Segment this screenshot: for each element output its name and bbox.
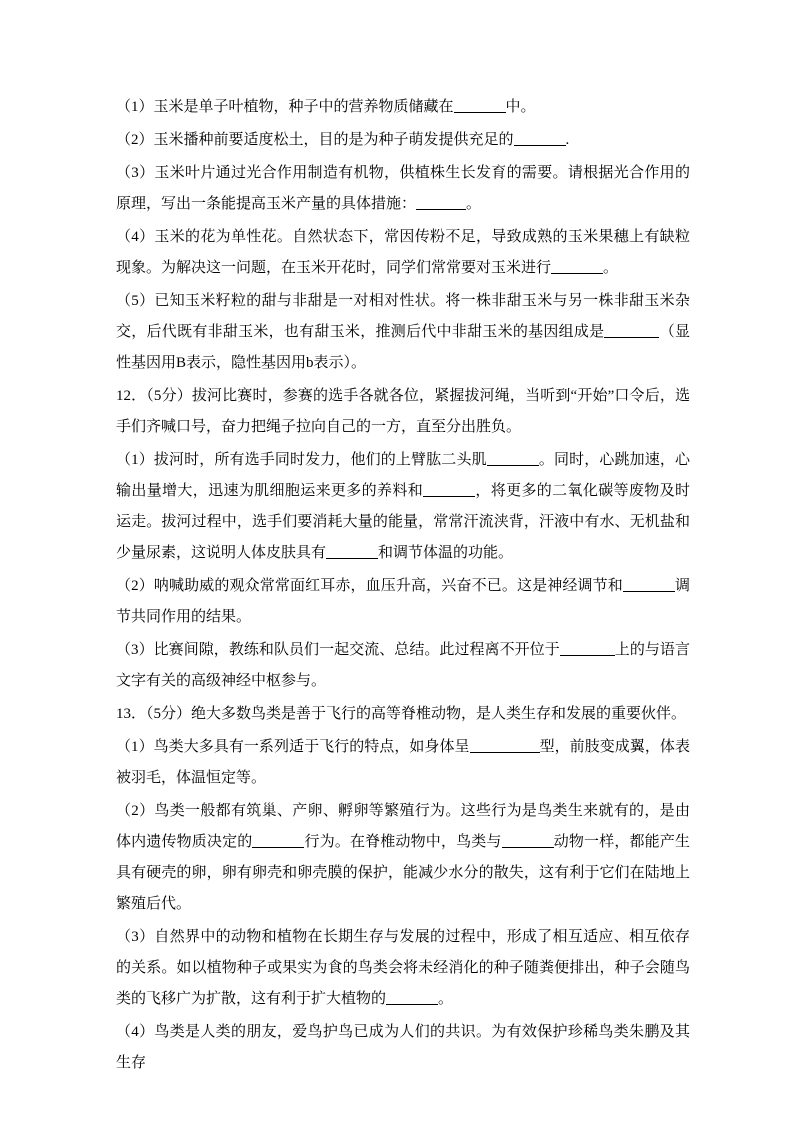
q13-stem: [116, 699, 690, 730]
text-run: 。: [603, 260, 619, 276]
text-run: 13．（5分）绝大多数鸟类是善于飞行的高等脊椎动物，是人类生存和发展的重要伙伴。: [116, 706, 687, 722]
text-run: （3）玉米叶片通过光合作用制造有机物，供植株生长发育的需要。请根据光合作用的原理，写出一条能提高玉米产量的具体措施：: [116, 165, 690, 212]
text-run: 动物一样，都能产生具有硬壳的卵，卵有卵壳和卵壳膜的保护，能减少水分的散失，这有利于它们在陆地上繁殖后代。: [116, 834, 690, 912]
text-run: （2）玉米播种前要适度松土，目的是为种子萌发提供充足的: [116, 132, 514, 148]
text-run: 。同时，心跳加速，心输出量增大，迅速为肌细胞运来更多的养料和: [116, 452, 690, 499]
text-run: （3）自然界中的动物和植物在长期生存与发展的过程中，形成了相互适应、相互依存的关系。如以植物种子或果实为食的鸟类会将未经消化的种子随粪便排出，种子会随鸟类的飞移广为扩散，这有利于扩大植物的: [116, 929, 690, 1007]
q12-sub-2: [116, 571, 690, 633]
answer-blank: [386, 991, 438, 1005]
text-run: （4）鸟类是人类的朋友，爱鸟护鸟已成为人们的共识。为有效保护珍稀鸟类朱鹏及其生存: [116, 1024, 690, 1071]
answer-blank: [252, 834, 304, 848]
q11-sub-4: [116, 222, 690, 284]
text-run: （显性基因用B表示，隐性基因用b表示）。: [116, 324, 690, 371]
text-run: .: [565, 132, 570, 148]
answer-blank: [416, 196, 466, 210]
q12-sub-1: [116, 445, 690, 569]
text-run: 中。: [505, 99, 536, 115]
answer-blank: [623, 578, 675, 592]
q11-sub-2: [116, 125, 690, 156]
answer-blank: [560, 642, 615, 656]
text-run: （1）玉米是单子叶植物，种子中的营养物质储藏在: [116, 99, 454, 115]
text-run: ，将更多的二氧化碳等废物及时运走。拔河过程中，选手们要消耗大量的能量，常常汗流浃背，汗液中有水、无机盐和少量尿素，这说明人体皮肤具有: [116, 483, 690, 561]
text-run: （4）玉米的花为单性花。自然状态下，常因传粉不足，导致成熟的玉米果穗上有缺粒现象。为解决这一问题，在玉米开花时，同学们常常要对玉米进行: [116, 229, 690, 276]
answer-blank: [604, 324, 659, 338]
q12-stem: [116, 381, 690, 443]
answer-blank: [514, 132, 566, 146]
q13-sub-2: [116, 796, 690, 920]
document-body: [116, 92, 690, 1081]
text-run: 和调节体温的功能。: [378, 545, 514, 561]
q13-sub-4: [116, 1017, 690, 1079]
q11-sub-3: [116, 158, 690, 220]
answer-blank: [487, 452, 539, 466]
text-run: （1）鸟类大多具有一系列适于飞行的特点，如身体呈: [116, 739, 470, 755]
q13-sub-1: [116, 732, 690, 794]
q11-sub-1: [116, 92, 690, 123]
q11-sub-5: [116, 286, 690, 379]
text-run: （3）比赛间隙，教练和队员们一起交流、总结。此过程离不开位于: [116, 642, 560, 658]
text-run: 行为。在脊椎动物中，鸟类与: [304, 834, 502, 850]
text-run: 。: [466, 196, 482, 212]
answer-blank: [551, 260, 603, 274]
text-run: （5）已知玉米籽粒的甜与非甜是一对相对性状。将一株非甜玉米与另一株非甜玉米杂交，后代既有非甜玉米，也有甜玉米，推测后代中非甜玉米的基因组成是: [116, 293, 690, 340]
answer-blank: [326, 545, 378, 559]
answer-blank: [423, 483, 475, 497]
q13-sub-3: [116, 922, 690, 1015]
text-run: 型，前肢变成翼，体表被羽毛，体温恒定等。: [116, 739, 690, 786]
text-run: 12．（5分）拔河比赛时，参赛的选手各就各位，紧握拔河绳，当听到“开始”口令后，选手们齐喊口号，奋力把绳子拉向自己的一方，直至分出胜负。: [116, 388, 690, 435]
text-run: （2）呐喊助威的观众常常面红耳赤，血压升高，兴奋不已。这是神经调节和: [116, 578, 623, 594]
text-run: 调节共同作用的结果。: [116, 578, 690, 625]
text-run: 上的与语言文字有关的高级神经中枢参与。: [116, 642, 690, 689]
text-run: （1）拔河时，所有选手同时发力，他们的上臂肱二头肌: [116, 452, 487, 468]
text-run: （2）鸟类一般都有筑巢、产卵、孵卵等繁殖行为。这些行为是鸟类生来就有的，是由体内遗传物质决定的: [116, 803, 690, 850]
answer-blank: [502, 834, 554, 848]
text-run: 。: [438, 991, 454, 1007]
q12-sub-3: [116, 635, 690, 697]
answer-blank: [470, 739, 540, 753]
answer-blank: [454, 99, 506, 113]
